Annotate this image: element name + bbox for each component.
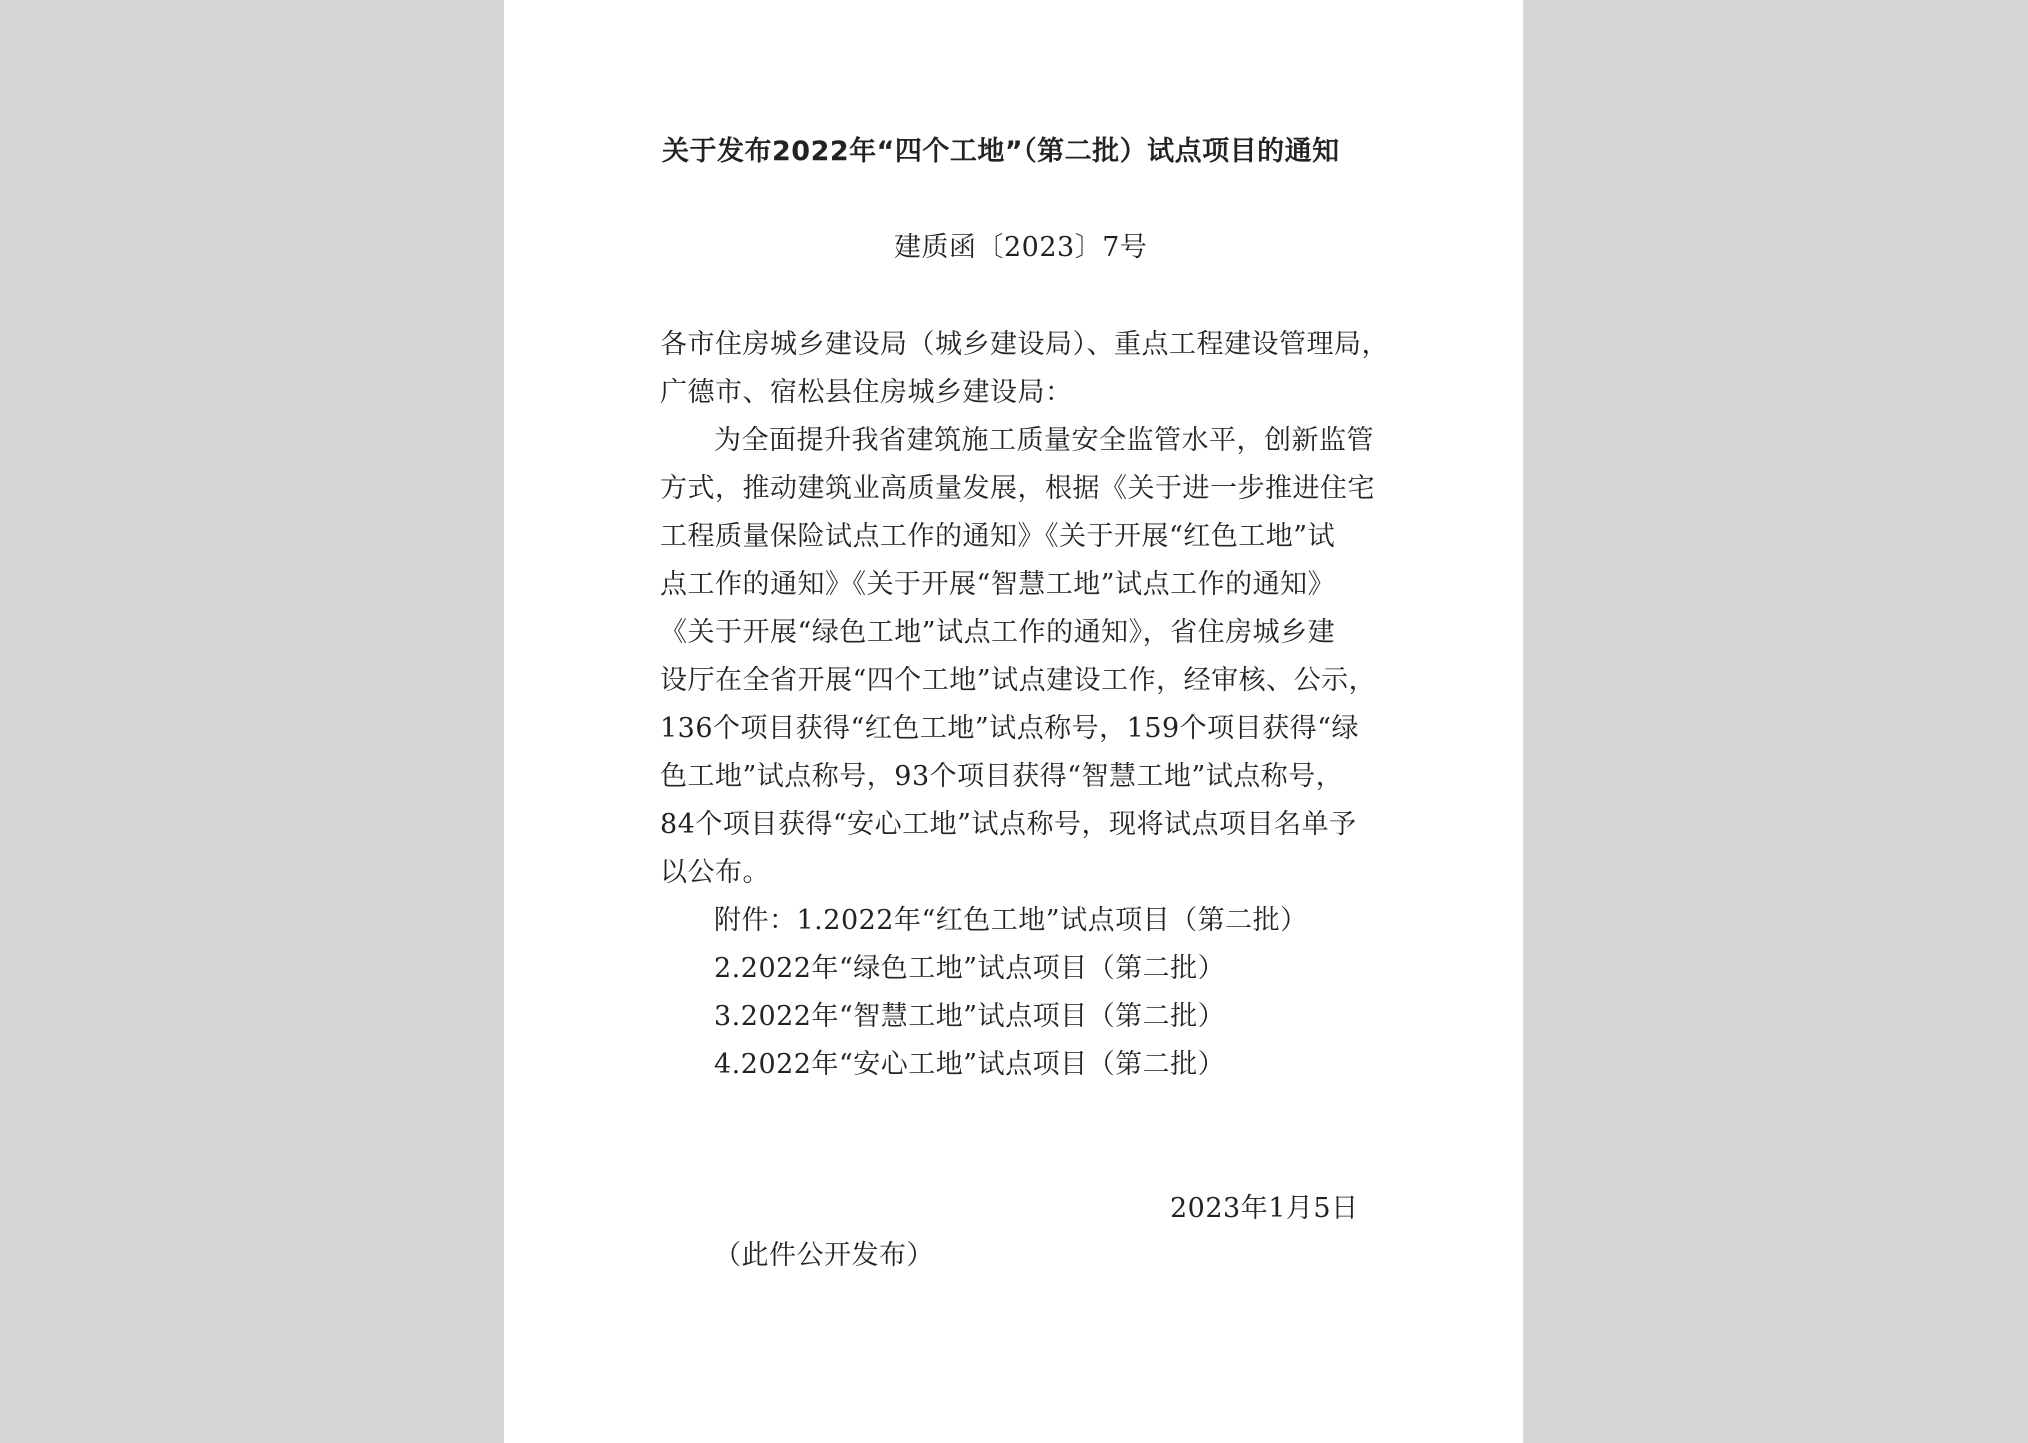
body-line: 设厅在全省开展“四个工地”试点建设工作，经审核、公示， [660,665,1377,696]
document-title: 关于发布2022年“四个工地”（第二批）试点项目的通知 [662,136,1340,167]
body-line: 方式，推动建筑业高质量发展，根据《关于进一步推进住宅 [660,473,1375,504]
body-line: 136个项目获得“红色工地”试点称号，159个项目获得“绿 [660,713,1359,744]
attachment-line: 4.2022年“安心工地”试点项目（第二批） [714,1049,1226,1080]
body-line: 为全面提升我省建筑施工质量安全监管水平，创新监管 [714,425,1374,456]
document-page [504,0,1523,1443]
addressee-line: 广德市、宿松县住房城乡建设局： [660,377,1073,408]
body-line: 色工地”试点称号，93个项目获得“智慧工地”试点称号， [660,761,1344,792]
attachment-line: 3.2022年“智慧工地”试点项目（第二批） [714,1001,1226,1032]
body-line: 点工作的通知》《关于开展“智慧工地”试点工作的通知》 [660,569,1336,600]
document-number: 建质函〔2023〕7号 [894,232,1148,263]
attachment-line: 2.2022年“绿色工地”试点项目（第二批） [714,953,1226,984]
body-line: 《关于开展“绿色工地”试点工作的通知》，省住房城乡建 [660,617,1336,648]
body-line: 以公布。 [660,857,770,888]
body-line: 84个项目获得“安心工地”试点称号，现将试点项目名单予 [660,809,1357,840]
addressee-line: 各市住房城乡建设局（城乡建设局）、重点工程建设管理局， [660,329,1389,360]
publication-note: （此件公开发布） [714,1240,934,1271]
body-line: 工程质量保险试点工作的通知》《关于开展“红色工地”试 [660,521,1336,552]
document-date: 2023年1月5日 [1170,1193,1359,1224]
attachment-line: 附件：1.2022年“红色工地”试点项目（第二批） [714,905,1308,936]
